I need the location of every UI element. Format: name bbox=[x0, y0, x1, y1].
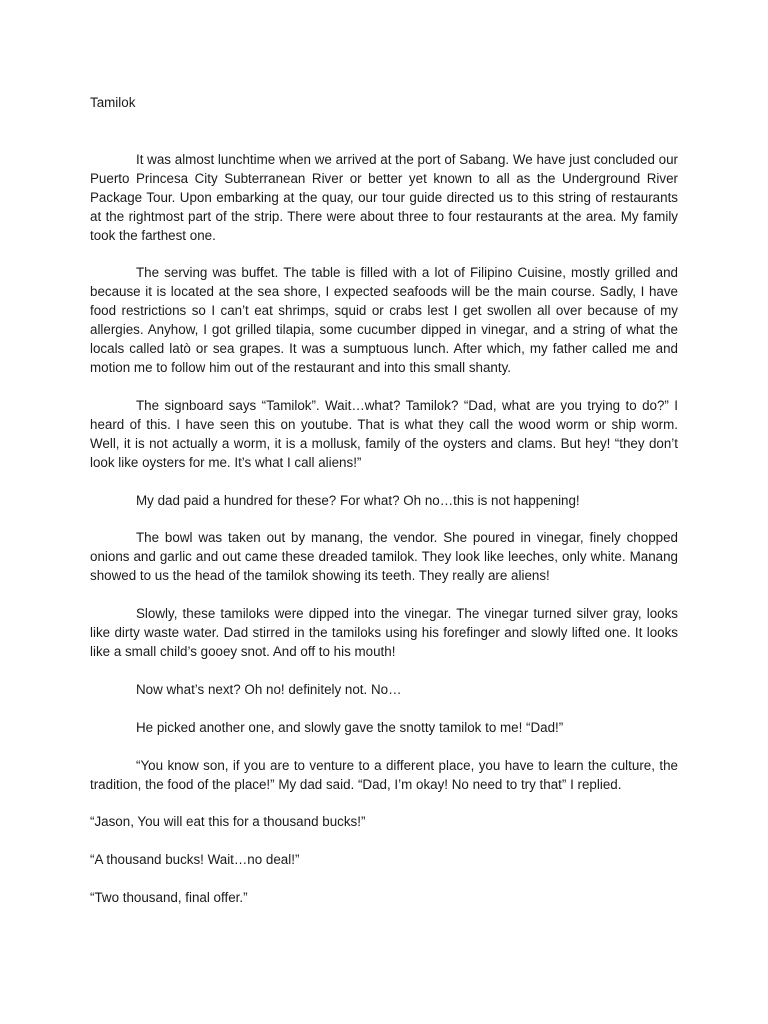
paragraph-thousand-bucks: “Jason, You will eat this for a thousand bucks!” bbox=[90, 814, 366, 830]
paragraph-signboard: The signboard says “Tamilok”. Wait…what? Tamilok? “Dad, what are you trying to do?” I heard of this. I have seen this on youtube. That is what they call the wood worm or ship worm. Well, it is not actually a worm, it is a mollusk, family of the oysters and clams. But hey! “they don’t look like oysters for me. It’s what I call aliens!” bbox=[90, 397, 678, 470]
paragraph-bowl: The bowl was taken out by manang, the vendor. She poured in vinegar, finely chopped onions and garlic and out came these dreaded tamilok. They look like leeches, only white. Manang showed to us the head of the tamilok showing its teeth. They really are aliens! bbox=[90, 530, 678, 584]
paragraph-vinegar: Slowly, these tamiloks were dipped into the vinegar. The vinegar turned silver gray, looks like dirty waste water. Dad stirred in the tamiloks using his forefinger and slowly lifted one. It looks like a small child’s gooey snot. And off to his mouth! bbox=[90, 606, 678, 659]
paragraph-culture: “You know son, if you are to venture to a different place, you have to learn the culture, the tradition, the food of the place!” My dad said. “Dad, I’m okay! No need to try that” I replied. bbox=[90, 757, 678, 792]
document-body bbox=[90, 94, 678, 927]
paragraph-whats-next: Now what’s next? Oh no! definitely not. No… bbox=[136, 681, 402, 697]
paragraph-arrival: It was almost lunchtime when we arrived at the port of Sabang. We have just concluded our Puerto Princesa City Subterranean River or better yet known to all as the Underground River Package Tour. Upon embarking at the quay, our tour guide directed us to this string of restaurants at the rightmost part of the strip. There were about three to four restaurants at the area. My family took the farthest one. bbox=[90, 151, 678, 243]
paragraph-no-deal: “A thousand bucks! Wait…no deal!” bbox=[90, 852, 300, 868]
paragraph-another-one: He picked another one, and slowly gave the snotty tamilok to me! “Dad!” bbox=[136, 719, 564, 735]
paragraph-final-offer: “Two thousand, final offer.” bbox=[90, 890, 248, 906]
document-title: Tamilok bbox=[90, 95, 136, 110]
paragraph-buffet: The serving was buffet. The table is filled with a lot of Filipino Cuisine, mostly grilled and because it is located at the sea shore, I expected seafoods will be the main course. Sadly, I have food restrictions so I can’t eat shrimps, squid or crabs lest I get swollen all over because of my allergies. Anyhow, I got grilled tilapia, some cucumber dipped in vinegar, and a string of what the locals called latò or sea grapes. It was a sumptuous lunch. After which, my father called me and motion me to follow him out of the restaurant and into this small shanty. bbox=[90, 265, 678, 375]
paragraph-dad-paid: My dad paid a hundred for these? For what? Oh no…this is not happening! bbox=[136, 492, 580, 508]
